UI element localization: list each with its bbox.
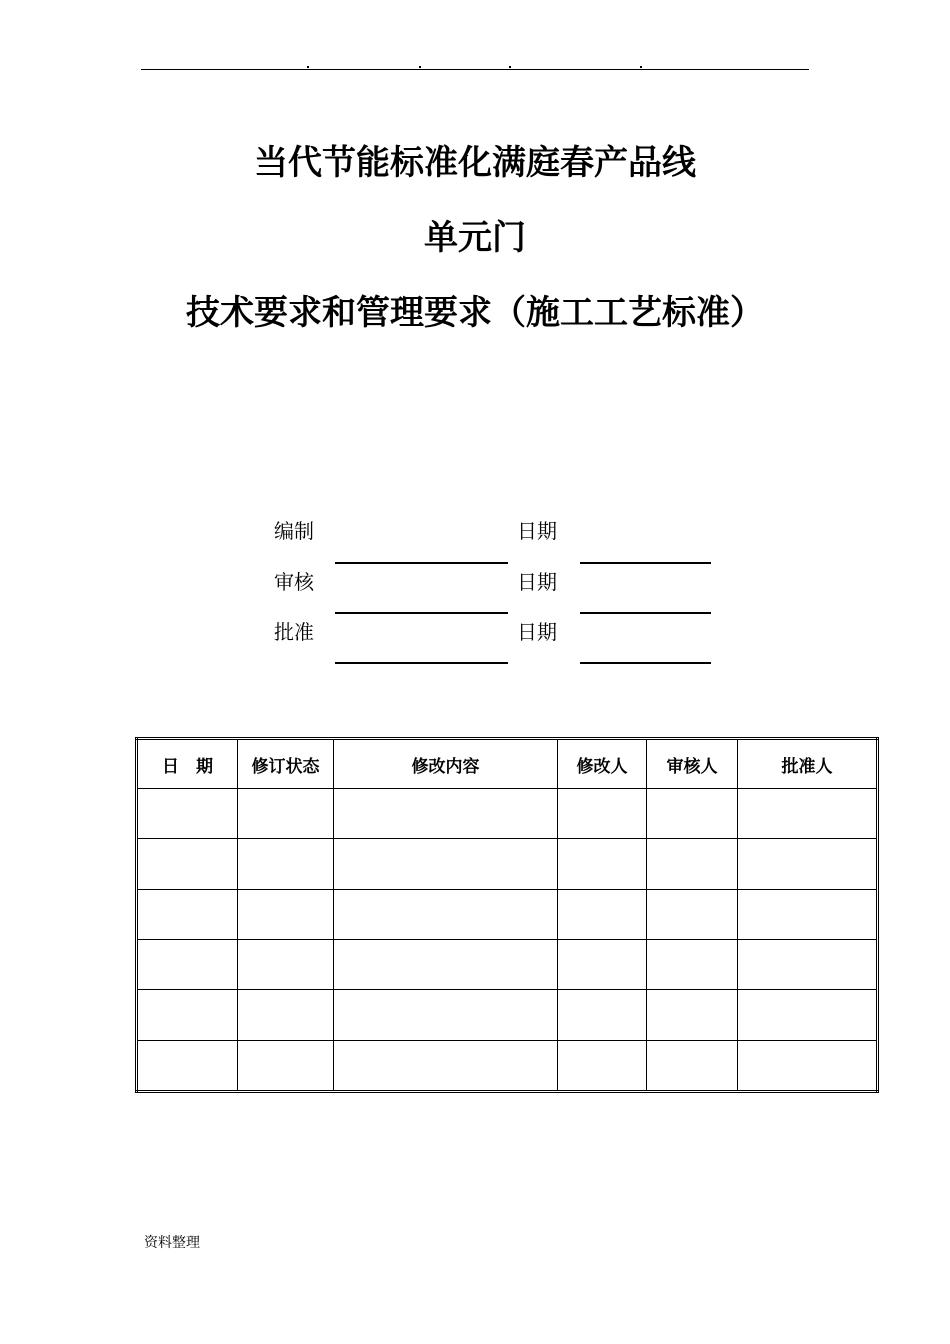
table-cell [647,939,738,989]
table-cell [738,939,878,989]
table-cell [137,939,238,989]
table-cell [647,990,738,1040]
review-signature-line [335,612,508,614]
document-subtitle: 单元门 [424,218,526,258]
table-cell [334,939,558,989]
header-reviewer: 审核人 [647,739,738,789]
table-cell [558,789,647,839]
header-date: 日 期 [137,739,238,789]
header-modifier: 修改人 [558,739,647,789]
table-cell [334,789,558,839]
revision-table-header [137,739,878,789]
table-cell [334,1040,558,1091]
table-cell [334,839,558,889]
table-cell [647,889,738,939]
table-cell [558,889,647,939]
compile-date-line [580,562,711,564]
header-approver: 批准人 [738,739,878,789]
table-cell [334,889,558,939]
approve-label: 批准 [274,620,314,644]
table-cell [238,939,334,989]
review-label: 审核 [274,570,314,594]
table-cell [647,789,738,839]
table-row [137,889,878,939]
table-cell [738,1040,878,1091]
table-cell [137,839,238,889]
header-change-content: 修改内容 [334,739,558,789]
table-cell [738,889,878,939]
table-row [137,939,878,989]
table-cell [334,990,558,1040]
table-cell [558,939,647,989]
compile-signature-line [335,562,508,564]
table-cell [738,839,878,889]
document-title: 当代节能标准化满庭春产品线 [254,143,696,183]
review-date-label: 日期 [517,570,557,594]
table-cell [137,789,238,839]
table-cell [558,990,647,1040]
header-dot [640,66,642,68]
table-cell [558,839,647,889]
page-footer: 资料整理 [144,1235,200,1251]
table-cell [647,839,738,889]
table-row [137,1040,878,1091]
approve-date-line [580,662,711,664]
table-cell [238,990,334,1040]
table-cell [238,839,334,889]
table-cell [137,889,238,939]
table-cell [738,789,878,839]
table-cell [738,990,878,1040]
compile-date-label: 日期 [517,519,557,543]
table-row [137,839,878,889]
compile-label: 编制 [274,519,314,543]
header-rule [141,69,809,70]
approve-signature-line [335,662,508,664]
table-cell [137,1040,238,1091]
header-dot [509,66,511,68]
approve-date-label: 日期 [517,620,557,644]
header-dot [419,66,421,68]
table-row [137,990,878,1040]
table-row [137,789,878,839]
table-cell [137,990,238,1040]
document-heading: 技术要求和管理要求（施工工艺标准） [186,293,764,333]
table-cell [238,1040,334,1091]
header-dot [307,66,309,68]
revision-table [135,737,879,1093]
table-cell [647,1040,738,1091]
table-cell [558,1040,647,1091]
table-cell [238,789,334,839]
table-cell [238,889,334,939]
header-revision-status: 修订状态 [238,739,334,789]
review-date-line [580,612,711,614]
